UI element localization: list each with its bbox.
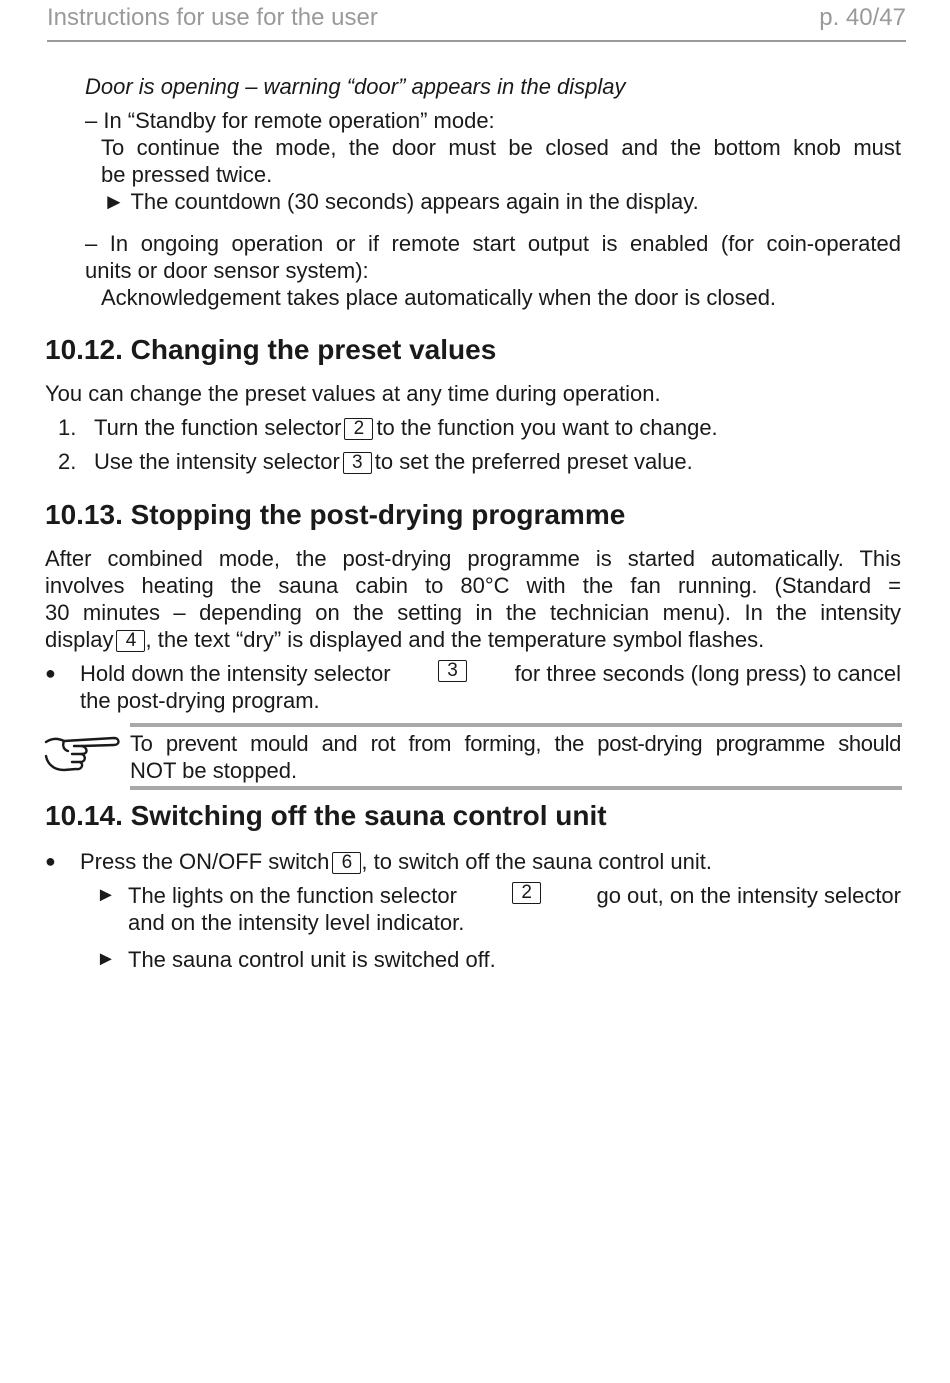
standby-intro: – In “Standby for remote operation” mode:	[85, 108, 495, 133]
note-divider-bottom	[130, 786, 902, 790]
ref-on-off-switch: 6	[332, 852, 361, 874]
cancel-instruction-line-2: the post-drying program.	[80, 688, 320, 713]
note-divider-top	[130, 723, 902, 727]
section-title-10-12: 10.12. Changing the preset values	[45, 334, 497, 365]
result-2: The sauna control unit is switched off.	[128, 947, 496, 972]
standby-line-2: be pressed twice.	[101, 162, 273, 187]
ref-function-selector: 2	[512, 882, 541, 904]
step-2: Use the intensity selector 3 to set the preferred preset value.	[94, 449, 693, 474]
bullet-icon: ●	[45, 851, 56, 871]
result-1-line-2: and on the intensity level indicator.	[128, 910, 465, 935]
note-line-2: NOT be stopped.	[130, 758, 298, 783]
post-drying-paragraph: After combined mode, the post-drying programme is started automatically. This involves heating the sauna cabin to 80°C with the fan running. (Standard = 30 minutes – depending on the setting in the technician menu). In the intensity display 4 , the text “dry” is displayed and the temperature symbol flashes.	[45, 546, 901, 652]
result-arrow-icon: ►	[96, 884, 116, 906]
section-title-10-13: 10.13. Stopping the post-drying programme	[45, 499, 626, 530]
note-line-1: To prevent mould and rot from forming, the post-drying programme should	[130, 731, 901, 756]
result-arrow-icon: ►	[96, 948, 116, 970]
header-title: Instructions for use for the user	[47, 4, 378, 31]
step-1: Turn the function selector 2 to the function you want to change.	[94, 415, 718, 440]
cancel-instruction-line-1: Hold down the intensity selector 3 for three seconds (long press) to cancel	[80, 660, 901, 686]
ongoing-line-3: Acknowledgement takes place automatically when the door is closed.	[101, 285, 777, 310]
ref-intensity-display: 4	[116, 630, 145, 652]
section-title-10-14: 10.14. Switching off the sauna control unit	[45, 800, 607, 831]
step-number: 1.	[58, 415, 77, 440]
page-number: p. 40/47	[819, 4, 906, 31]
page-header	[47, 2, 906, 42]
ref-intensity-selector: 3	[343, 452, 372, 474]
standby-line-1: To continue the mode, the door must be closed and the bottom knob must	[101, 135, 901, 160]
result-1-line-1: The lights on the function selector 2 go out, on the intensity selector	[128, 882, 901, 908]
standby-result: ► The countdown (30 seconds) appears again in the display.	[103, 189, 699, 214]
bullet-icon: ●	[45, 663, 56, 683]
ref-intensity-selector: 3	[438, 660, 467, 682]
ongoing-line-2: units or door sensor system):	[85, 258, 369, 283]
section-10-12-intro: You can change the preset values at any time during operation.	[45, 381, 661, 406]
door-warning-heading: Door is opening – warning “door” appears in the display	[85, 74, 626, 99]
pointing-hand-icon	[44, 732, 122, 772]
ref-function-selector: 2	[344, 418, 373, 440]
switch-off-instruction: Press the ON/OFF switch 6 , to switch off the sauna control unit.	[80, 849, 712, 874]
step-number: 2.	[58, 449, 77, 474]
ongoing-line-1: – In ongoing operation or if remote start output is enabled (for coin-operated	[85, 231, 901, 256]
